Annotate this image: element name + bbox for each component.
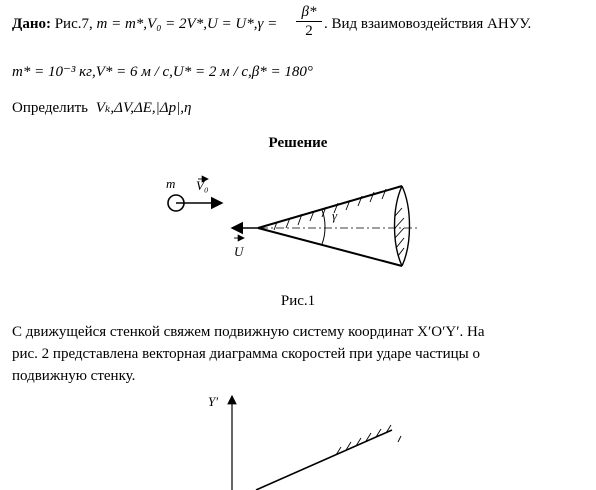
cone-front-rim — [402, 186, 410, 266]
given-values: m* = 10⁻³ кг,V* = 6 м / с,U* = 2 м / с,β* = 180° — [12, 64, 313, 80]
given-conditions: m = m*,V₀ = 2V*,U = U*,γ = — [96, 16, 278, 32]
cone-back-rim — [395, 186, 403, 266]
fig-ref: Рис.7, — [54, 16, 93, 32]
gamma-fraction-denominator: 2 — [305, 23, 313, 39]
cone-lower-edge — [258, 228, 402, 266]
determine-targets: Vₖ,ΔV,ΔE, — [95, 100, 156, 116]
figure-2 — [196, 390, 426, 490]
delta-p-abs: |Δp| — [155, 100, 181, 116]
determine-line — [12, 98, 191, 117]
mass-label: m — [166, 176, 176, 191]
solution-paragraph — [12, 321, 485, 387]
paragraph-line-1: С движущейся стенкой свяжем подвижную систему координат X′O′Y′. На — [12, 324, 485, 340]
figure-1 — [150, 168, 430, 283]
moving-wall — [256, 430, 392, 490]
y-axis-label: Y′ — [208, 394, 219, 409]
solution-heading-text: Решение — [268, 135, 328, 151]
figure-1-caption: Рис.1 — [280, 293, 316, 309]
paragraph-line-2: рис. 2 представлена векторная диаграмма скоростей при ударе частицы о — [12, 346, 480, 362]
gamma-fraction — [296, 3, 322, 40]
given-label: Дано: — [12, 16, 51, 32]
interaction-type: . Вид взаимовоздействия АНУУ. — [324, 16, 532, 32]
paragraph-line-3: подвижную стенку. — [12, 368, 136, 384]
gamma-fraction-numerator: β* — [296, 3, 322, 22]
u-label: U — [234, 244, 244, 259]
determine-label: Определить — [12, 100, 89, 116]
cone-upper-edge — [258, 186, 402, 228]
cone-shape — [258, 186, 418, 266]
gamma-label: γ — [332, 208, 338, 223]
eta-symbol: ,η — [180, 100, 192, 116]
solution-heading — [0, 135, 596, 152]
given-line — [12, 16, 277, 33]
v0-label: V₀ — [196, 178, 209, 193]
